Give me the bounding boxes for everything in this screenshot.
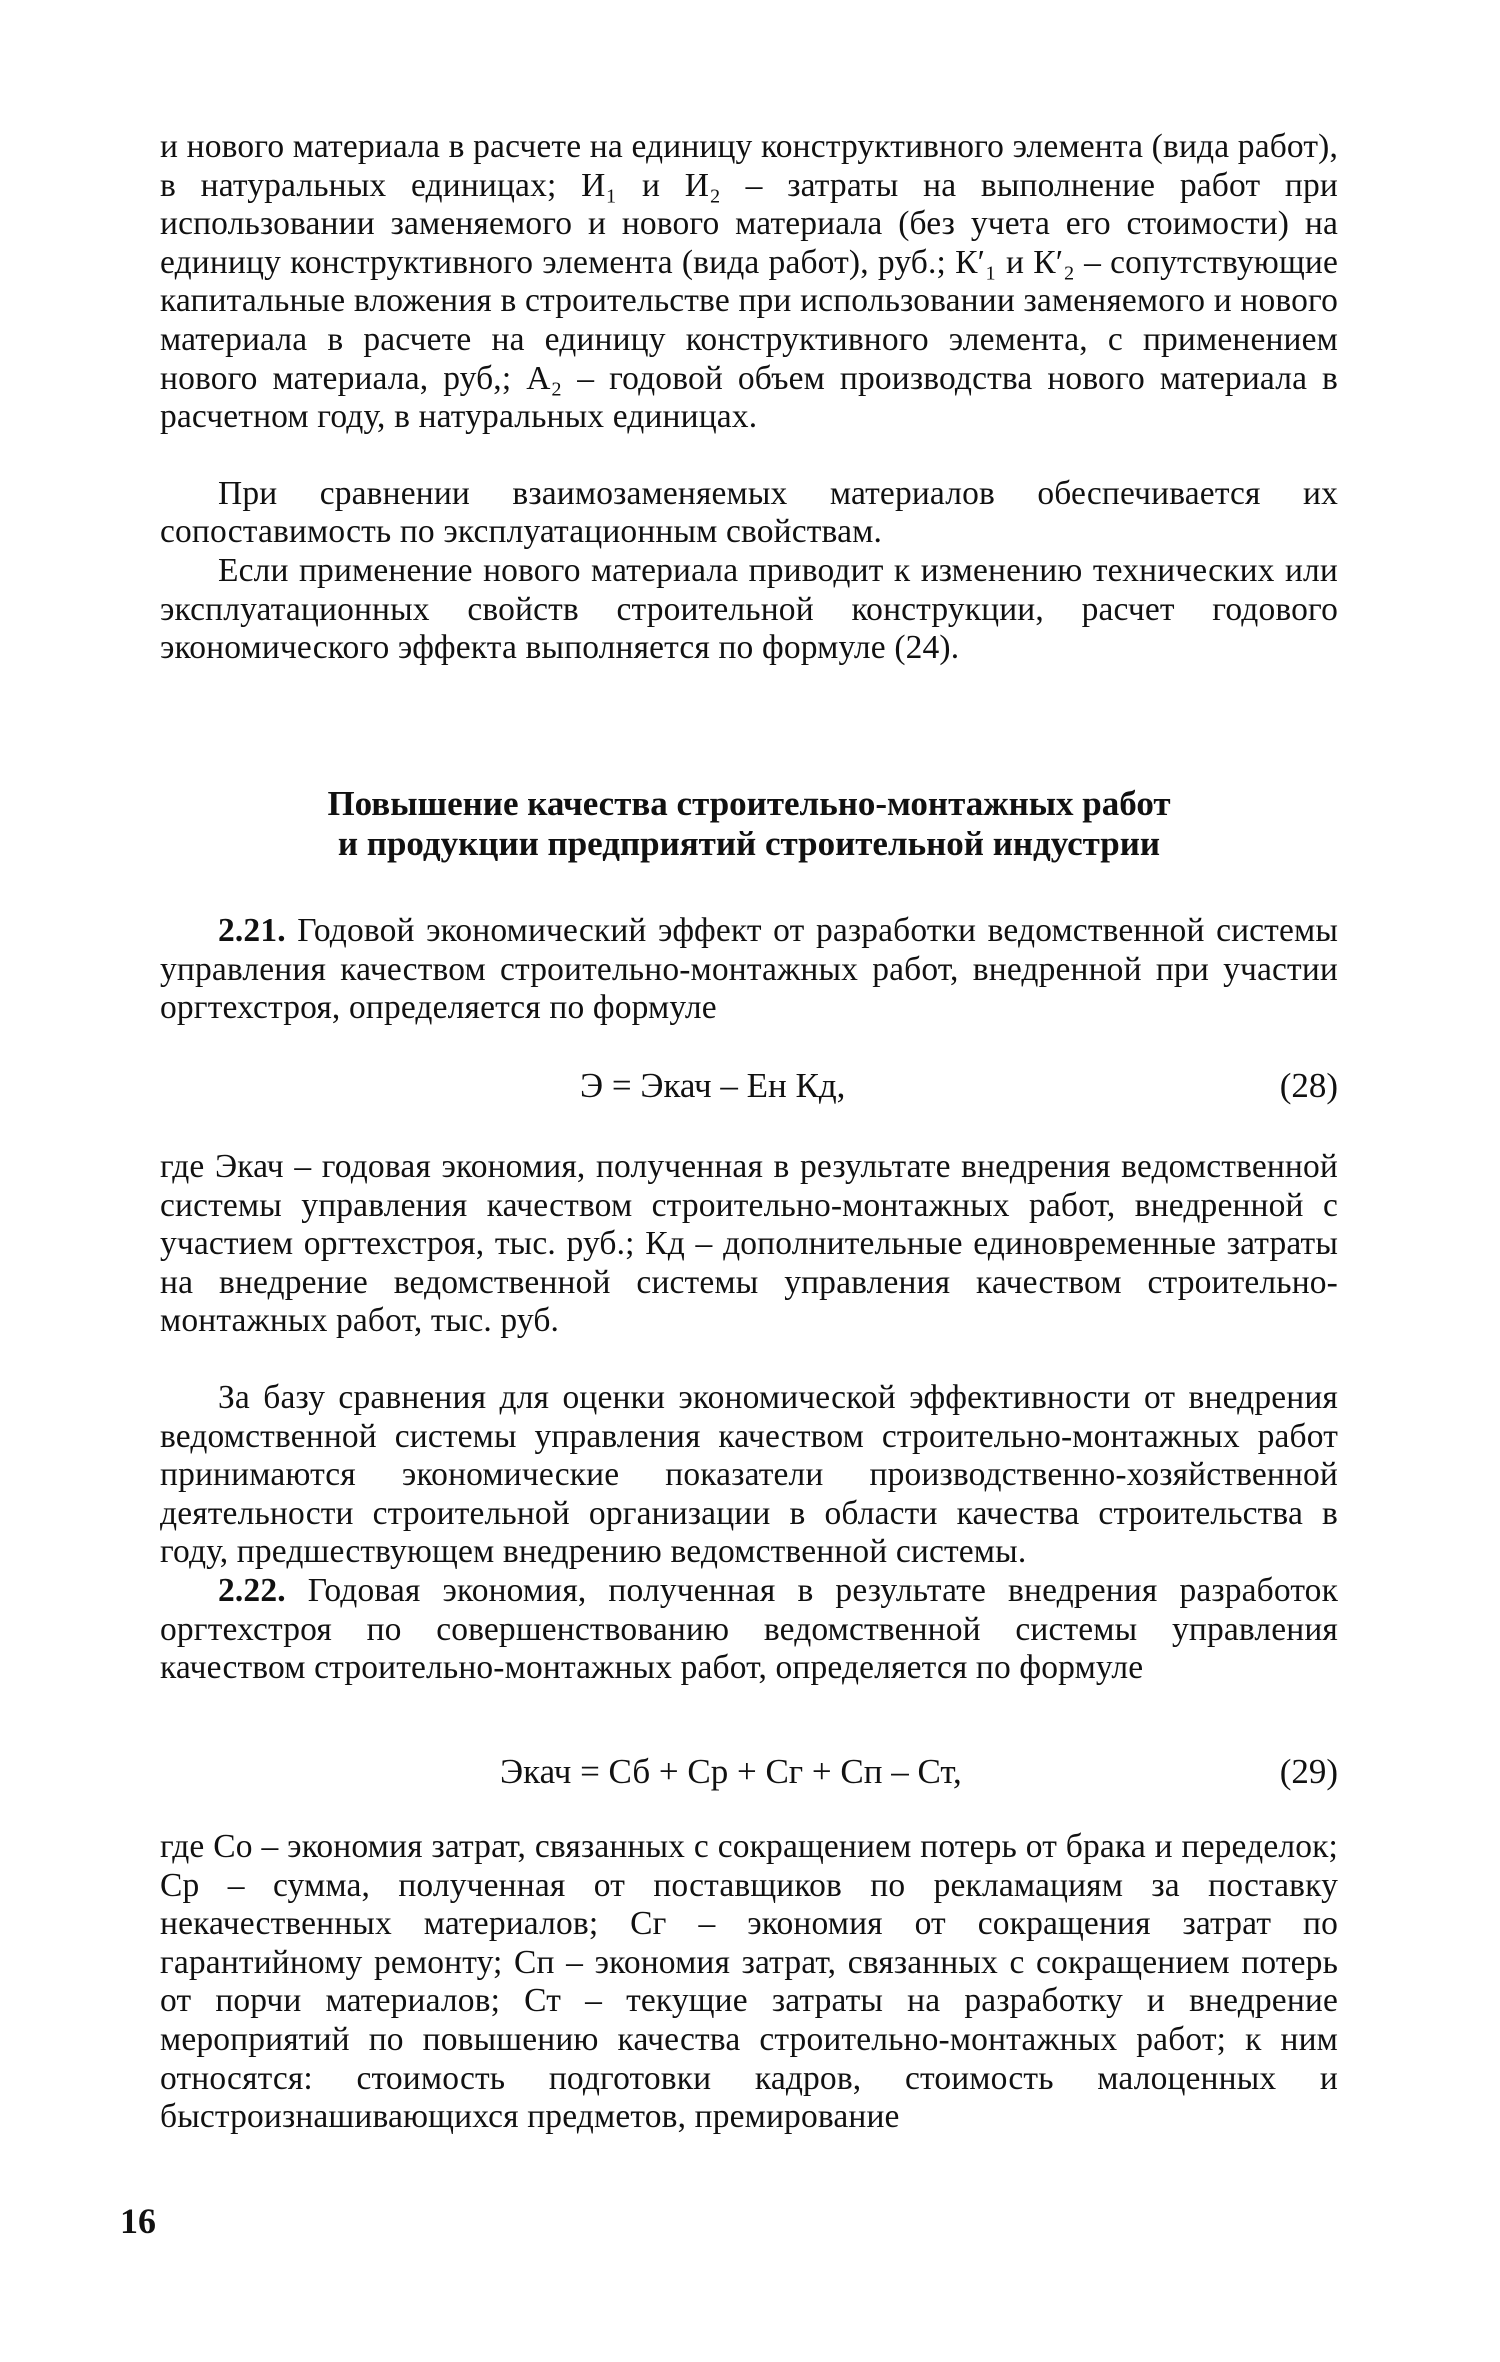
formula-28-expression: Э = Экач – Ен Кд, xyxy=(580,1066,846,1105)
text-block-bottom xyxy=(160,1828,1338,2137)
paragraph-formula-29-legend: где Со – экономия затрат, связанных с сокращением потерь от брака и переделок; Ср – сумма, полученная от поставщиков по рекламациям за поставку некачественных материалов; Сг – экономия от сокращения затрат по гарантийному ремонту; Сп – экономия затрат, связанных с сокращением потерь от порчи материалов; Ст – текущие затраты на разработку и внедрение мероприятий по повышению качества строительно-монтажных работ; к ним относятся: стоимость подготовки кадров, стоимость малоценных и быстроизнашивающихся предметов, премирование xyxy=(160,1828,1338,2136)
paragraph-2-21-text: Годовой экономический эффект от разработки ведомственной системы управления качеством строительно-монтажных работ, внедренной при участии оргтехстроя, определяется по формуле xyxy=(160,912,1338,1027)
clause-number-2-22: 2.22. xyxy=(218,1571,286,1609)
paragraph-formula-24: Если применение нового материала приводит к изменению технических или эксплуатационных свойств строительной конструкции, расчет годового экономического эффекта выполняется по формуле (24). xyxy=(160,551,1338,667)
page-number: 16 xyxy=(120,2201,156,2241)
formula-29-number: (29) xyxy=(1279,1752,1338,1791)
paragraph-continuation: и нового материала в расчете на единицу конструктивного элемента (вида работ), в натуральных единицах; И₁ и И₂ – затраты на выполнение работ при использовании заменяемого и нового материала (без учета его стоимости) на единицу конструктивного элемента (вида работ), руб.; К′₁ и К′₂ – сопутствующие капитальные вложения в строительстве при использовании заменяемого и нового материала в расчете на единицу конструктивного элемента, с применением нового материала, руб,; А₂ – годовой объем производства нового материала в расчетном году, в натуральных единицах. xyxy=(160,128,1338,436)
paragraph-comparison: При сравнении взаимозаменяемых материалов обеспечивается их сопоставимость по эксплуатационным свойствам. xyxy=(160,474,1338,551)
paragraph-formula-28-legend: где Экач – годовая экономия, полученная в результате внедрения ведомственной системы управления качеством строительно-монтажных работ, внедренной с участием оргтехстроя, тыс. руб.; Кд – дополнительные единовременные затраты на внедрение ведомственной системы управления качеством строительно-монтажных работ, тыс. руб. xyxy=(160,1148,1338,1340)
heading-line-1: Повышение качества строительно-монтажных работ xyxy=(327,784,1171,823)
text-block-top xyxy=(160,128,1338,668)
paragraph-2-22 xyxy=(160,1572,1338,1688)
formula-28-number: (28) xyxy=(1279,1066,1338,1105)
formula-29 xyxy=(160,1744,1338,1804)
text-block-middle xyxy=(160,1148,1338,1688)
section-heading xyxy=(160,784,1338,864)
text-block-2-21 xyxy=(160,912,1338,1028)
paragraph-2-21 xyxy=(160,912,1338,1028)
paragraph-2-22-text: Годовая экономия, полученная в результате внедрения разработок оргтехстроя по совершенствованию ведомственной системы управления качеством строительно-монтажных работ, определяется по формуле xyxy=(160,1571,1339,1687)
formula-28 xyxy=(160,1058,1338,1118)
clause-number-2-21: 2.21. xyxy=(218,912,286,949)
paragraph-comparison-base: За базу сравнения для оценки экономической эффективности от внедрения ведомственной системы управления качеством строительно-монтажных работ принимаются экономические показатели производственно-хозяйственной деятельности строительной организации в области качества строительства в году, предшествующем внедрению ведомственной системы. xyxy=(160,1378,1338,1571)
heading-line-2: и продукции предприятий строительной индустрии xyxy=(337,824,1161,863)
formula-29-expression: Экач = Сб + Ср + Сг + Сп – Ст, xyxy=(500,1752,962,1791)
